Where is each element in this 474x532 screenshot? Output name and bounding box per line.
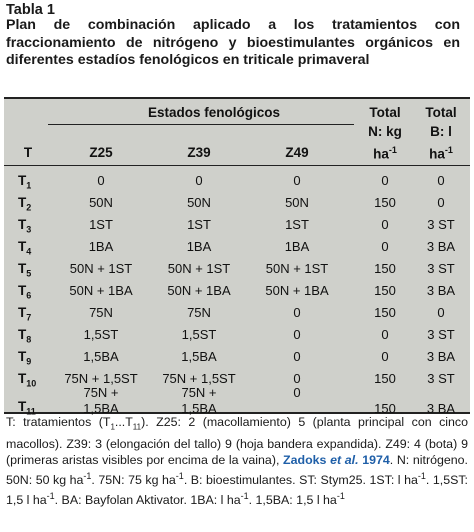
treatment-label: $T_4$: [18, 239, 32, 257]
cell-total-n: 0: [381, 217, 389, 232]
cell-z39: 50N: [187, 195, 211, 210]
cell-z25: 50N: [89, 195, 113, 210]
cell-z39: 75N + 1,5ST: [162, 371, 236, 386]
cell-z39: 1BA: [186, 239, 212, 254]
cell-total-b: 3 BA: [426, 349, 456, 364]
cell-z25: 1ST: [89, 217, 113, 232]
treatment-label: $T_6$: [18, 283, 32, 301]
cell-z25: 1,5BA: [83, 401, 119, 416]
cell-z39: 1,5BA: [181, 401, 217, 416]
header-z49: Z49: [285, 145, 309, 160]
cell-total-n: 150: [374, 283, 396, 298]
cell-z25: 75N + 1,5ST: [64, 371, 138, 386]
cell-total-b: 3 ST: [427, 261, 455, 276]
cell-total-b: 3 BA: [426, 239, 456, 254]
cell-total-b: 3 ST: [427, 371, 455, 386]
header-t: T: [23, 145, 33, 160]
cell-total-b: 0: [437, 305, 445, 320]
header-total-b-2: B: l: [430, 124, 452, 139]
cell-z49: 50N: [285, 195, 309, 210]
treatment-label: $T_5$: [18, 261, 32, 279]
cell-total-n: 150: [374, 401, 396, 416]
header-estados-fenologicos: Estados fenológicos: [147, 105, 281, 120]
cell-total-n: 0: [381, 327, 389, 342]
cell-z49: 0: [293, 349, 301, 364]
cell-z25: 1,5ST: [83, 327, 119, 342]
cell-z39: 75N: [187, 305, 211, 320]
cell-z25: 50N + 1BA: [69, 283, 133, 298]
cell-z49: 1BA: [284, 239, 310, 254]
cell-z39: 1,5ST: [181, 327, 217, 342]
cell-total-n: 150: [374, 371, 396, 386]
header-total-b-1: Total: [425, 105, 457, 120]
cell-z49: 1ST: [285, 217, 309, 232]
table-title: Tabla 1: [6, 2, 55, 18]
header-total-n-1: Total: [369, 105, 401, 120]
data-table: [4, 97, 470, 417]
cell-total-n: 150: [374, 305, 396, 320]
treatment-label: $T_{10}$: [18, 371, 37, 389]
cell-z39: 50N + 1ST: [167, 261, 231, 276]
cell-total-b: 3 BA: [426, 283, 456, 298]
cell-z25: 50N + 1ST: [69, 261, 133, 276]
cell-z49: 0: [293, 173, 301, 188]
treatment-label: $T_7$: [18, 305, 32, 323]
cell-z49: 0: [293, 371, 301, 386]
cell-z49: 50N + 1BA: [265, 283, 329, 298]
header-total-n-3: $ha^{-1}$: [373, 145, 397, 162]
reference-link[interactable]: Zadoks et al. 1974: [283, 452, 390, 467]
header-total-n-2: N: kg: [368, 124, 402, 139]
cell-z49: 50N + 1ST: [265, 261, 329, 276]
cell-z25: 1BA: [88, 239, 114, 254]
cell-z39: 50N + 1BA: [167, 283, 231, 298]
cell-total-n: 0: [381, 349, 389, 364]
treatment-label: $T_8$: [18, 327, 32, 345]
header-z39: Z39: [187, 145, 211, 160]
table-caption: Plan de combinación aplicado a los tratamientos con fraccionamiento de nitrógeno y bioestimulantes orgánicos en diferentes estadíos fenológicos en triticale primaveral: [6, 17, 460, 68]
treatment-label: $T_1$: [18, 173, 32, 191]
cell-total-b: 3 ST: [427, 327, 455, 342]
cell-total-b: 0: [437, 173, 445, 188]
cell-z39: 75N +: [181, 385, 217, 400]
cell-total-n: 0: [381, 173, 389, 188]
cell-z49: 0: [293, 385, 301, 400]
table-footnote: T: tratamientos $(T_1...T_{11})$. Z25: 2 (macollamiento) 5 (planta principal con cinco macollos). Z39: 3 (elongación del tallo) 9 (hoja bandera expandida). Z49: 4 (bota) 9 (primeras aristas visibles por encima de la vaina), Zadoks et al. 1974. N: nitrógeno. 50N: 50 kg $ha^{-1}$. 75N: 75 kg $ha^{-1}$. B: bioestimulantes. ST: Stym25. 1ST: l $ha^{-1}$. 1,5ST: 1,5 l $ha^{-1}$. BA: Bayfolan Aktivator. 1BA: l $ha^{-1}$. 1,5BA: 1,5 l $ha^{-1}$: [6, 415, 468, 508]
cell-z25: 75N: [89, 305, 113, 320]
header-total-b-3: $ha^{-1}$: [429, 145, 453, 162]
cell-z49: 0: [293, 327, 301, 342]
treatment-label: $T_9$: [18, 349, 32, 367]
treatment-label: $T_2$: [18, 195, 32, 213]
cell-z39: 1ST: [187, 217, 211, 232]
header-bottom-rule: [4, 165, 470, 166]
cell-total-n: 150: [374, 195, 396, 210]
cell-total-n: 150: [374, 261, 396, 276]
cell-z39: 0: [195, 173, 203, 188]
cell-total-b: 0: [437, 195, 445, 210]
header-group-rule: [48, 124, 354, 125]
cell-total-b: 3 ST: [427, 217, 455, 232]
treatment-label: $T_{11}$: [18, 399, 36, 417]
cell-z39: 1,5BA: [181, 349, 217, 364]
cell-z25: 0: [97, 173, 105, 188]
cell-z25: 75N +: [83, 385, 119, 400]
cell-total-b: 3 BA: [426, 401, 456, 416]
header-z25: Z25: [89, 145, 113, 160]
treatment-label: $T_3$: [18, 217, 32, 235]
cell-total-n: 0: [381, 239, 389, 254]
cell-z25: 1,5BA: [83, 349, 119, 364]
cell-z49: 0: [293, 305, 301, 320]
